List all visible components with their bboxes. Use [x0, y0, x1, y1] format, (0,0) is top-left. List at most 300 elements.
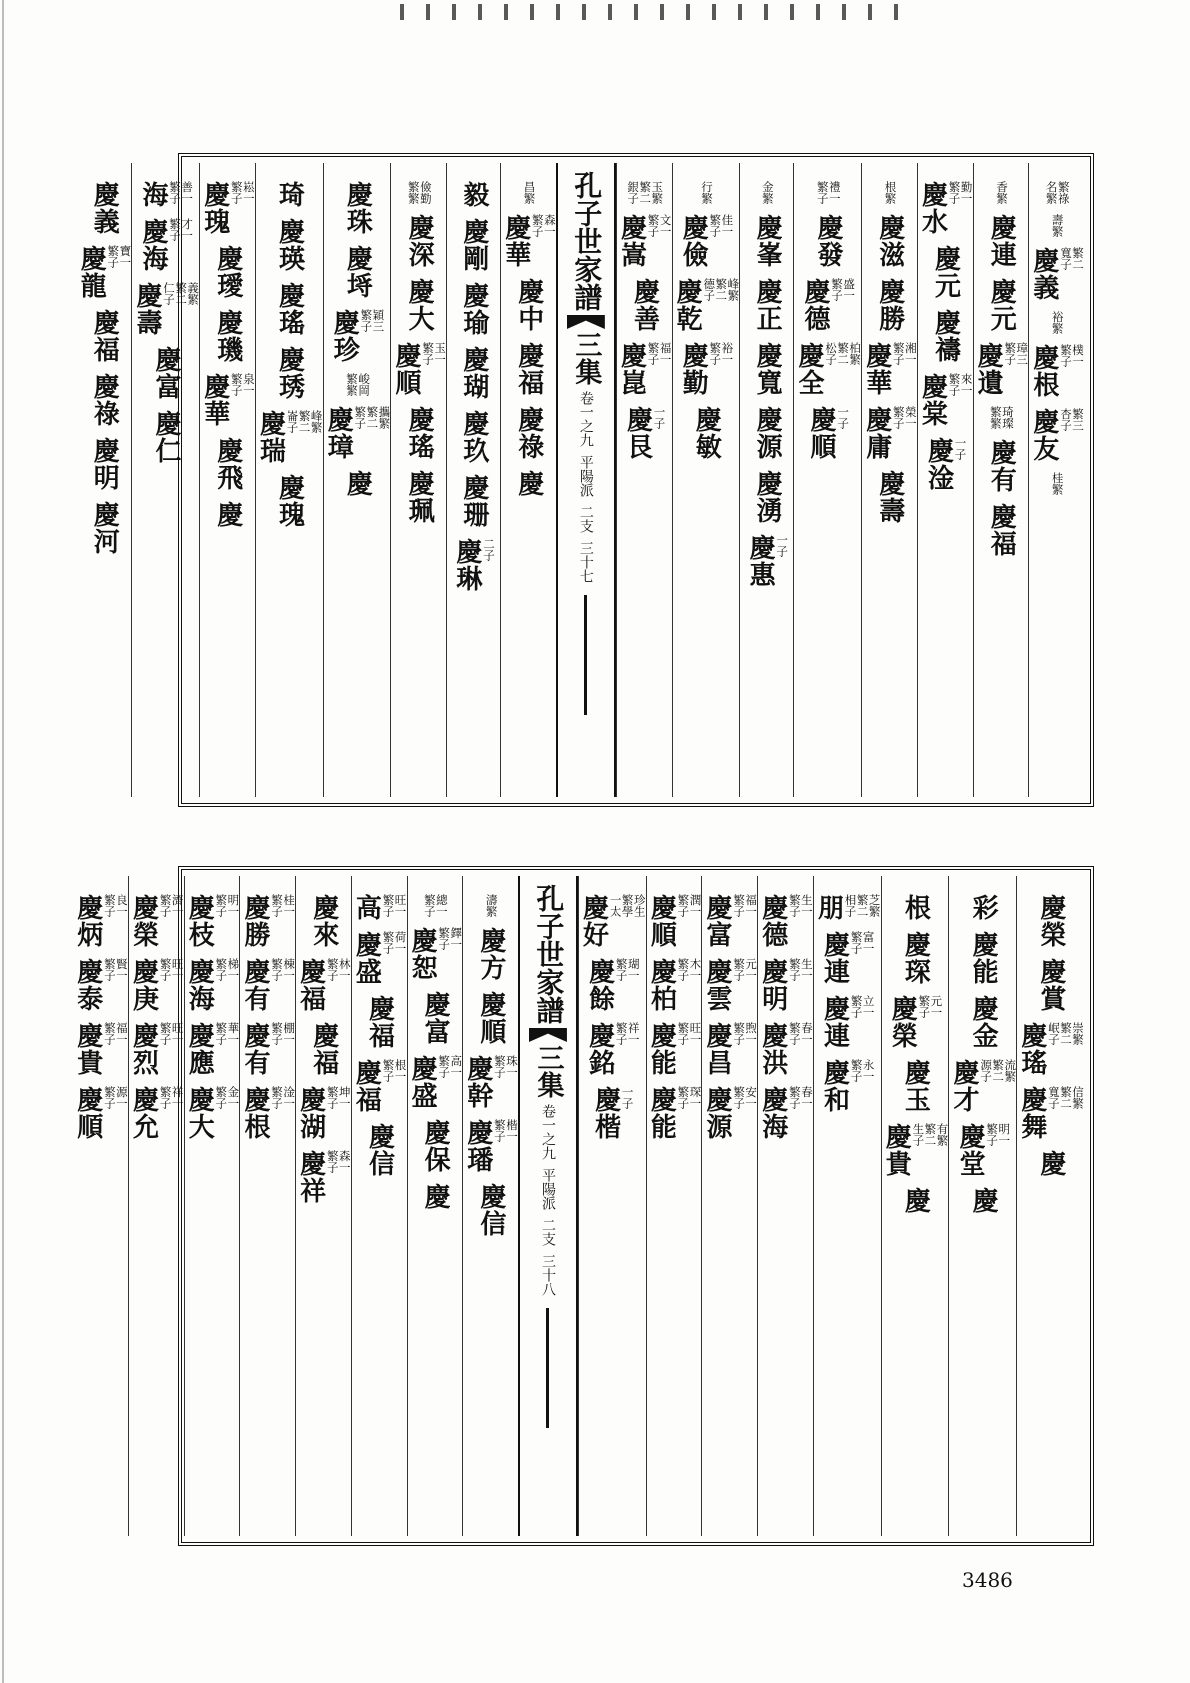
person-name: 慶明 [757, 958, 788, 1012]
note-line: 繁子 [102, 958, 117, 981]
name-entry [514, 278, 543, 332]
name-entry [484, 894, 498, 917]
name-entry [275, 218, 304, 272]
person-name: 慶珍 [329, 309, 360, 363]
person-name: 慶瑚 [458, 346, 489, 400]
name-entry [129, 1086, 184, 1140]
note-line: 繁子 [849, 1059, 864, 1082]
person-name: 慶遺 [973, 342, 1004, 396]
name-entry [820, 1059, 875, 1113]
note-line: 才一 [180, 218, 195, 241]
name-entry [875, 214, 904, 268]
note-line: 繁子 [917, 995, 932, 1018]
annotation-note [893, 406, 917, 429]
name-entry [352, 894, 407, 921]
note-line: 文一 [658, 214, 673, 237]
note-line: 繁子 [732, 894, 747, 917]
name-entry [309, 894, 338, 948]
person-name: 慶烈 [128, 1022, 159, 1076]
zhi-label: 二支 [539, 1218, 556, 1246]
genealogy-column [757, 876, 813, 1536]
annotation-note [271, 1022, 295, 1045]
name-entry [275, 282, 304, 336]
annotation-note [1052, 214, 1064, 237]
person-name: 慶深 [404, 214, 435, 268]
note-line: 繁繁 [406, 181, 421, 204]
note-line: 旺一 [393, 894, 408, 917]
note-line: 旺一 [170, 958, 185, 981]
name-entry [200, 373, 255, 427]
person-name: 慶仁 [151, 410, 182, 464]
name-entry [406, 181, 432, 204]
note-line: 繁祿 [1056, 181, 1071, 204]
name-entry [185, 958, 240, 1012]
person-name: 彩 [968, 894, 999, 921]
note-line: 勤一 [959, 181, 974, 204]
person-name: 慶楷 [590, 1086, 621, 1140]
name-entry [987, 439, 1016, 493]
person-name: 慶敏 [691, 406, 722, 460]
name-entry [955, 1123, 1010, 1177]
name-entry [901, 1187, 930, 1214]
note-line: 繁子 [102, 1022, 117, 1045]
name-entry [90, 437, 119, 491]
name-entry [213, 501, 242, 528]
annotation-note [1060, 344, 1084, 367]
person-name: 慶湧 [752, 470, 783, 524]
name-entry [1036, 1150, 1065, 1177]
note-line: 繁二 [365, 406, 380, 429]
person-name: 慶琇 [274, 346, 305, 400]
person-name: 慶全 [793, 342, 824, 396]
person-name: 慶淦 [923, 437, 954, 491]
person-name: 慶能 [646, 1022, 677, 1076]
note-line: 旺一 [688, 1022, 703, 1045]
note-line: 永一 [861, 1059, 876, 1082]
note-line: 穎三 [371, 309, 386, 332]
person-name: 慶勤 [678, 342, 709, 396]
name-entry [702, 894, 757, 948]
note-line: 一子 [836, 406, 851, 429]
name-entry [918, 181, 973, 235]
genealogy-column [128, 876, 184, 1536]
person-name: 慶璦 [212, 245, 243, 299]
name-entry [404, 278, 433, 332]
note-line: 濟一 [170, 894, 185, 917]
person-name: 慶盛 [407, 1055, 438, 1109]
note-line: 香繁 [994, 181, 1009, 204]
note-line: 琛一 [688, 1086, 703, 1109]
name-entry [1029, 344, 1084, 398]
note-line: 淦一 [282, 1086, 297, 1109]
annotation-note [980, 1059, 1016, 1082]
name-entry [931, 309, 960, 363]
name-entry [994, 181, 1008, 204]
name-entry [617, 342, 672, 396]
note-line: 峰繁 [726, 278, 741, 301]
person-name: 慶河 [89, 501, 120, 555]
note-line: 生子 [911, 1123, 926, 1146]
genealogy-column [462, 876, 518, 1536]
name-entry [256, 410, 323, 464]
annotation-note [215, 958, 239, 981]
annotation-note [231, 181, 255, 204]
note-line: 璋三 [1015, 342, 1030, 365]
note-line: 繁子 [530, 214, 545, 237]
person-name: 慶大 [184, 1086, 215, 1140]
note-line: 繁子 [214, 958, 229, 981]
genealogy-page-37 [76, 153, 1094, 807]
name-entry [132, 282, 199, 336]
annotation-note [483, 538, 495, 561]
person-name: 慶富 [702, 894, 733, 948]
name-entry [758, 1086, 813, 1140]
name-entry [815, 181, 841, 204]
name-entry [746, 534, 789, 588]
annotation-note [677, 1086, 701, 1109]
annotation-note [1060, 247, 1084, 270]
page-meta [538, 1104, 558, 1304]
note-line: 繁二 [174, 282, 189, 305]
person-name: 慶瑰 [274, 474, 305, 528]
person-name: 慶瑤 [274, 282, 305, 336]
name-entry [90, 373, 119, 427]
note-line: 來一 [959, 373, 974, 396]
person-name: 慶龍 [76, 245, 107, 299]
person-name: 慶琛 [900, 931, 931, 985]
note-line: 生一 [799, 894, 814, 917]
person-name: 慶福 [986, 503, 1017, 557]
note-line: 繁子 [106, 245, 121, 268]
center-rule [584, 595, 587, 715]
note-line: 祥一 [626, 1022, 641, 1045]
person-name: 慶金 [968, 995, 999, 1049]
person-name: 慶壽 [874, 470, 905, 524]
note-line: 繁二 [923, 1123, 938, 1146]
note-line: 繁子 [102, 1086, 117, 1109]
annotation-note [851, 1059, 875, 1082]
name-entry [421, 1119, 450, 1173]
person-name: 慶珮 [404, 470, 435, 524]
person-name: 慶儉 [678, 214, 709, 268]
note-line: 繁二 [1058, 1022, 1073, 1045]
genealogy-column [73, 876, 128, 1536]
name-entry [391, 342, 446, 396]
person-name: 慶惠 [745, 534, 776, 588]
note-line: 林一 [337, 958, 352, 981]
note-line: 繁子 [381, 931, 396, 954]
annotation-note [627, 181, 663, 204]
note-line: 仁子 [162, 282, 176, 305]
note-line: 荷一 [393, 931, 408, 954]
note-line: 德子 [702, 278, 717, 301]
name-entry [421, 991, 450, 1045]
annotation-note [327, 1086, 351, 1109]
genealogy-column [407, 876, 463, 1536]
note-line: 繁子 [214, 1086, 229, 1109]
note-line: 繁二 [714, 278, 729, 301]
note-line: 岷子 [1046, 1022, 1061, 1045]
note-line: 繁子 [437, 927, 452, 950]
annotation-note [486, 894, 498, 917]
branch-label: 平陽派 [577, 455, 594, 497]
note-line: 泉一 [241, 373, 256, 396]
name-entry [1017, 1022, 1084, 1076]
person-name: 慶華 [861, 342, 892, 396]
person-name: 慶勝 [239, 894, 270, 948]
annotation-note [789, 958, 813, 981]
name-entry [521, 181, 535, 204]
annotation-note [215, 1086, 239, 1109]
name-entry [875, 278, 904, 332]
person-name: 慶華 [500, 214, 531, 268]
genealogy-column [500, 163, 556, 797]
person-name: 慶貴 [881, 1123, 912, 1177]
person-name: 慶剛 [458, 218, 489, 272]
person-name: 慶勝 [874, 278, 905, 332]
person-name: 慶榮 [128, 894, 159, 948]
name-entry [753, 214, 782, 268]
person-name: 慶棠 [917, 373, 948, 427]
person-name: 慶 [513, 470, 544, 497]
note-line: 繁子 [787, 958, 802, 981]
name-entry [90, 181, 119, 235]
person-name: 慶海 [757, 1086, 788, 1140]
annotation-note [851, 995, 875, 1018]
note-line: 繁子 [1058, 344, 1073, 367]
annotation-note [610, 894, 646, 917]
person-name: 慶源 [752, 406, 783, 460]
name-entry [365, 1123, 394, 1177]
name-entry [630, 278, 659, 332]
name-entry [90, 501, 119, 555]
name-entry [501, 214, 556, 268]
note-line: 楷一 [504, 1119, 519, 1142]
name-entry [459, 410, 488, 464]
name-entry [758, 894, 813, 948]
name-entry [77, 245, 132, 299]
note-line: 繁子 [437, 1055, 452, 1078]
annotation-note [996, 181, 1008, 204]
annotation-note [616, 1022, 640, 1045]
note-line: 棟一 [282, 958, 297, 981]
note-line: 春一 [799, 1022, 814, 1045]
person-name: 慶海 [137, 218, 168, 272]
annotation-note [884, 181, 896, 204]
note-line: 玉繁 [650, 181, 665, 204]
note-line: 桂一 [282, 894, 297, 917]
name-entry [814, 894, 881, 921]
genealogy-column [184, 876, 240, 1536]
note-line: 崙子 [285, 410, 300, 433]
person-name: 慶璠 [462, 1119, 493, 1173]
annotation-note [837, 406, 849, 429]
note-line: 繁三 [1071, 408, 1085, 431]
annotation-note [844, 894, 880, 917]
annotation-note [622, 1086, 634, 1109]
person-name: 慶堂 [955, 1123, 986, 1177]
name-entry [404, 470, 433, 524]
person-name: 海 [137, 181, 168, 208]
note-line: 峻岡 [357, 373, 372, 396]
person-name: 朋 [813, 894, 844, 921]
annotation-note [733, 894, 757, 917]
note-line: 繁子 [732, 1086, 747, 1109]
note-line: 潤一 [688, 894, 703, 917]
note-line: 繁子 [492, 1055, 507, 1078]
annotation-note [851, 931, 875, 954]
note-line: 繁子 [787, 894, 802, 917]
name-entry [969, 995, 998, 1049]
name-entry [151, 410, 180, 464]
name-entry [647, 1086, 702, 1140]
annotation-note [271, 1086, 295, 1109]
name-entry [758, 958, 813, 1012]
collection-label: 三集 [570, 331, 602, 385]
name-entry [344, 373, 370, 396]
annotation-note [762, 181, 774, 204]
note-line: 根一 [393, 1059, 408, 1082]
annotation-note [327, 1150, 351, 1173]
name-entry [617, 214, 672, 268]
annotation-note [912, 1123, 948, 1146]
annotation-note [733, 1022, 757, 1045]
note-line: 珠一 [504, 1055, 519, 1078]
person-name: 根 [900, 894, 931, 921]
annotation-note [789, 1022, 813, 1045]
person-name: 慶禱 [930, 309, 961, 363]
annotation-note [1060, 408, 1084, 431]
annotation-note [215, 894, 239, 917]
note-line: 繁子 [158, 1086, 173, 1109]
person-name: 慶應 [184, 1022, 215, 1076]
note-line: 桂繁 [1050, 472, 1065, 495]
name-entry [875, 470, 904, 524]
genealogy-column [390, 163, 446, 797]
annotation-note [104, 894, 128, 917]
note-line: 繁子 [732, 1022, 747, 1045]
note-line: 繁二 [1071, 247, 1085, 270]
person-name: 慶方 [475, 927, 506, 981]
note-line: 繁子 [947, 373, 962, 396]
genealogy-column [973, 163, 1029, 797]
annotation-note [382, 894, 406, 917]
genealogy-column [131, 163, 199, 797]
name-entry [901, 1059, 930, 1113]
person-name: 慶大 [404, 278, 435, 332]
annotation-note [382, 1059, 406, 1082]
name-entry [324, 406, 391, 460]
note-line: 繁子 [708, 342, 723, 365]
note-line: 一子 [953, 437, 968, 460]
note-line: 信繁 [1071, 1086, 1085, 1109]
name-entry [421, 1183, 450, 1210]
person-name: 慶根 [239, 1086, 270, 1140]
annotation-note [948, 373, 972, 396]
note-line: 繁子 [849, 931, 864, 954]
note-line: 木一 [688, 958, 703, 981]
person-name: 慶盛 [351, 931, 382, 985]
name-entry [185, 894, 240, 948]
person-name: 慶 [1035, 1150, 1066, 1177]
branch-label: 平陽派 [539, 1168, 556, 1210]
person-name: 慶中 [513, 278, 544, 332]
annotation-note [677, 894, 701, 917]
name-entry [1050, 472, 1064, 495]
note-line: 梯一 [226, 958, 241, 981]
annotation-note [354, 406, 390, 429]
person-name: 慶順 [475, 991, 506, 1045]
name-entry [901, 894, 930, 921]
person-name: 慶祿 [513, 406, 544, 460]
name-entry [185, 1022, 240, 1076]
annotation-note [1052, 472, 1064, 495]
name-entry [806, 406, 849, 460]
note-line: 二子 [481, 538, 496, 561]
annotation-note [954, 437, 966, 460]
person-name: 慶銘 [584, 1022, 615, 1076]
name-entry [330, 309, 385, 363]
name-entry [275, 346, 304, 400]
person-name: 慶信 [364, 1123, 395, 1177]
fishtail-mark [529, 1028, 567, 1042]
note-line: 一太 [608, 894, 623, 917]
person-name: 慶瑛 [274, 218, 305, 272]
person-name: 慶有 [239, 958, 270, 1012]
annotation-note [948, 181, 972, 204]
annotation-note [733, 1086, 757, 1109]
name-entry [73, 1086, 128, 1140]
name-entry [760, 181, 774, 204]
name-entry [73, 1022, 128, 1076]
name-entry [185, 1086, 240, 1140]
name-entry [404, 214, 433, 268]
person-name: 慶瑤 [404, 406, 435, 460]
name-entry [794, 342, 861, 396]
note-line: 佳一 [720, 214, 735, 237]
note-line: 玉一 [433, 342, 448, 365]
note-line: 一子 [652, 406, 667, 429]
name-entry [1050, 311, 1064, 334]
name-entry [459, 282, 488, 336]
note-line: 裕繁 [1050, 311, 1065, 334]
name-entry [296, 958, 351, 1012]
genealogy-column [701, 876, 757, 1536]
note-line: 繁子 [676, 1022, 691, 1045]
note-line: 華一 [226, 1022, 241, 1045]
juan-label: 卷一之九 [539, 1104, 556, 1160]
note-line: 立一 [861, 995, 876, 1018]
name-entry [813, 214, 842, 268]
note-line: 繁子 [158, 1022, 173, 1045]
page-number: 3486 [962, 1568, 1013, 1592]
note-line: 繁子 [492, 1119, 507, 1142]
note-line: 福一 [658, 342, 673, 365]
person-name: 慶昌 [702, 1022, 733, 1076]
note-line: 一子 [620, 1086, 635, 1109]
name-entry [90, 309, 119, 363]
person-name: 琦 [274, 181, 305, 208]
person-name: 慶和 [819, 1059, 850, 1113]
annotation-note [104, 1022, 128, 1045]
annotation-note [424, 894, 448, 917]
note-line: 繁子 [381, 1059, 396, 1082]
note-line: 富一 [861, 931, 876, 954]
note-line: 坤一 [337, 1086, 352, 1109]
column-grid [72, 876, 1085, 1536]
note-line: 繁子 [270, 1022, 284, 1045]
annotation-note [160, 1086, 184, 1109]
